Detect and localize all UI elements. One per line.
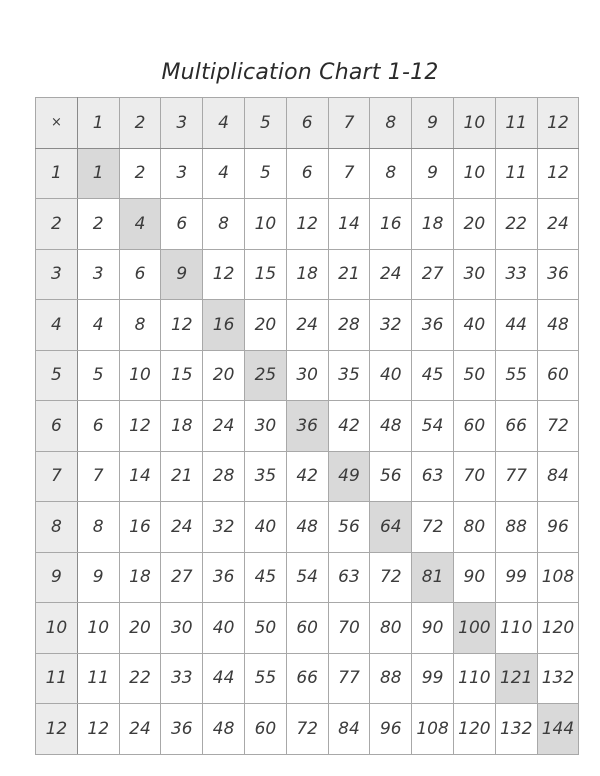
product-cell: 28 xyxy=(203,451,245,502)
product-cell: 15 xyxy=(244,249,286,300)
row-header-9: 9 xyxy=(36,552,78,603)
product-cell: 7 xyxy=(328,148,370,199)
product-cell: 10 xyxy=(453,148,495,199)
product-cell: 55 xyxy=(495,350,537,401)
product-cell: 40 xyxy=(244,502,286,553)
diagonal-cell: 121 xyxy=(495,653,537,704)
product-cell: 12 xyxy=(203,249,245,300)
product-cell: 7 xyxy=(77,451,119,502)
table-row xyxy=(36,148,579,199)
product-cell: 6 xyxy=(119,249,161,300)
product-cell: 63 xyxy=(412,451,454,502)
diagonal-cell: 25 xyxy=(244,350,286,401)
table-row xyxy=(36,552,579,603)
product-cell: 21 xyxy=(161,451,203,502)
column-header-3: 3 xyxy=(161,98,203,149)
product-cell: 108 xyxy=(537,552,579,603)
product-cell: 5 xyxy=(244,148,286,199)
column-header-12: 12 xyxy=(537,98,579,149)
row-header-7: 7 xyxy=(36,451,78,502)
product-cell: 66 xyxy=(286,653,328,704)
product-cell: 11 xyxy=(77,653,119,704)
product-cell: 27 xyxy=(412,249,454,300)
diagonal-cell: 100 xyxy=(453,603,495,654)
column-header-11: 11 xyxy=(495,98,537,149)
product-cell: 8 xyxy=(370,148,412,199)
table-row xyxy=(36,704,579,755)
product-cell: 36 xyxy=(537,249,579,300)
diagonal-cell: 4 xyxy=(119,199,161,250)
product-cell: 108 xyxy=(412,704,454,755)
product-cell: 16 xyxy=(119,502,161,553)
product-cell: 24 xyxy=(119,704,161,755)
product-cell: 45 xyxy=(412,350,454,401)
product-cell: 45 xyxy=(244,552,286,603)
product-cell: 27 xyxy=(161,552,203,603)
product-cell: 2 xyxy=(119,148,161,199)
diagonal-cell: 16 xyxy=(203,300,245,351)
product-cell: 24 xyxy=(537,199,579,250)
column-header-4: 4 xyxy=(203,98,245,149)
product-cell: 30 xyxy=(161,603,203,654)
product-cell: 66 xyxy=(495,401,537,452)
product-cell: 10 xyxy=(77,603,119,654)
product-cell: 72 xyxy=(370,552,412,603)
product-cell: 77 xyxy=(328,653,370,704)
product-cell: 18 xyxy=(119,552,161,603)
product-cell: 18 xyxy=(412,199,454,250)
product-cell: 11 xyxy=(495,148,537,199)
product-cell: 20 xyxy=(453,199,495,250)
column-header-5: 5 xyxy=(244,98,286,149)
row-header-3: 3 xyxy=(36,249,78,300)
corner-times-symbol: × xyxy=(36,98,78,149)
column-header-9: 9 xyxy=(412,98,454,149)
product-cell: 14 xyxy=(119,451,161,502)
product-cell: 54 xyxy=(286,552,328,603)
product-cell: 20 xyxy=(119,603,161,654)
product-cell: 40 xyxy=(370,350,412,401)
product-cell: 9 xyxy=(77,552,119,603)
product-cell: 110 xyxy=(453,653,495,704)
product-cell: 8 xyxy=(119,300,161,351)
product-cell: 22 xyxy=(495,199,537,250)
product-cell: 30 xyxy=(286,350,328,401)
product-cell: 14 xyxy=(328,199,370,250)
table-row xyxy=(36,199,579,250)
product-cell: 54 xyxy=(412,401,454,452)
product-cell: 60 xyxy=(453,401,495,452)
page-title: Multiplication Chart 1-12 xyxy=(161,60,439,85)
table-row xyxy=(36,603,579,654)
product-cell: 44 xyxy=(203,653,245,704)
product-cell: 10 xyxy=(119,350,161,401)
product-cell: 80 xyxy=(453,502,495,553)
product-cell: 35 xyxy=(244,451,286,502)
product-cell: 21 xyxy=(328,249,370,300)
product-cell: 120 xyxy=(453,704,495,755)
product-cell: 20 xyxy=(203,350,245,401)
product-cell: 22 xyxy=(119,653,161,704)
product-cell: 84 xyxy=(537,451,579,502)
product-cell: 80 xyxy=(370,603,412,654)
diagonal-cell: 36 xyxy=(286,401,328,452)
multiplication-table xyxy=(35,97,579,755)
product-cell: 5 xyxy=(77,350,119,401)
product-cell: 24 xyxy=(370,249,412,300)
product-cell: 132 xyxy=(495,704,537,755)
product-cell: 18 xyxy=(161,401,203,452)
product-cell: 56 xyxy=(370,451,412,502)
product-cell: 84 xyxy=(328,704,370,755)
column-header-2: 2 xyxy=(119,98,161,149)
diagonal-cell: 49 xyxy=(328,451,370,502)
row-header-11: 11 xyxy=(36,653,78,704)
product-cell: 120 xyxy=(537,603,579,654)
product-cell: 77 xyxy=(495,451,537,502)
row-header-1: 1 xyxy=(36,148,78,199)
product-cell: 110 xyxy=(495,603,537,654)
diagonal-cell: 64 xyxy=(370,502,412,553)
row-header-5: 5 xyxy=(36,350,78,401)
product-cell: 6 xyxy=(286,148,328,199)
row-header-2: 2 xyxy=(36,199,78,250)
product-cell: 72 xyxy=(286,704,328,755)
product-cell: 33 xyxy=(495,249,537,300)
diagonal-cell: 81 xyxy=(412,552,454,603)
diagonal-cell: 1 xyxy=(77,148,119,199)
product-cell: 36 xyxy=(203,552,245,603)
product-cell: 24 xyxy=(203,401,245,452)
product-cell: 99 xyxy=(495,552,537,603)
product-cell: 90 xyxy=(453,552,495,603)
product-cell: 42 xyxy=(328,401,370,452)
column-header-1: 1 xyxy=(77,98,119,149)
product-cell: 48 xyxy=(537,300,579,351)
table-row xyxy=(36,249,579,300)
product-cell: 15 xyxy=(161,350,203,401)
product-cell: 96 xyxy=(537,502,579,553)
product-cell: 36 xyxy=(161,704,203,755)
diagonal-cell: 9 xyxy=(161,249,203,300)
product-cell: 36 xyxy=(412,300,454,351)
table-row xyxy=(36,300,579,351)
product-cell: 96 xyxy=(370,704,412,755)
product-cell: 72 xyxy=(412,502,454,553)
product-cell: 10 xyxy=(244,199,286,250)
product-cell: 3 xyxy=(161,148,203,199)
product-cell: 28 xyxy=(328,300,370,351)
product-cell: 72 xyxy=(537,401,579,452)
product-cell: 9 xyxy=(412,148,454,199)
product-cell: 12 xyxy=(537,148,579,199)
product-cell: 56 xyxy=(328,502,370,553)
diagonal-cell: 144 xyxy=(537,704,579,755)
column-header-6: 6 xyxy=(286,98,328,149)
product-cell: 18 xyxy=(286,249,328,300)
product-cell: 40 xyxy=(453,300,495,351)
product-cell: 24 xyxy=(161,502,203,553)
column-header-7: 7 xyxy=(328,98,370,149)
product-cell: 20 xyxy=(244,300,286,351)
product-cell: 2 xyxy=(77,199,119,250)
product-cell: 50 xyxy=(244,603,286,654)
row-header-10: 10 xyxy=(36,603,78,654)
table-row xyxy=(36,350,579,401)
column-header-10: 10 xyxy=(453,98,495,149)
product-cell: 50 xyxy=(453,350,495,401)
product-cell: 4 xyxy=(203,148,245,199)
product-cell: 88 xyxy=(370,653,412,704)
table-row xyxy=(36,451,579,502)
table-row xyxy=(36,653,579,704)
column-header-8: 8 xyxy=(370,98,412,149)
product-cell: 12 xyxy=(161,300,203,351)
product-cell: 48 xyxy=(286,502,328,553)
product-cell: 6 xyxy=(77,401,119,452)
header-row xyxy=(36,98,579,149)
product-cell: 12 xyxy=(286,199,328,250)
product-cell: 35 xyxy=(328,350,370,401)
product-cell: 12 xyxy=(119,401,161,452)
product-cell: 90 xyxy=(412,603,454,654)
product-cell: 40 xyxy=(203,603,245,654)
row-header-12: 12 xyxy=(36,704,78,755)
product-cell: 3 xyxy=(77,249,119,300)
product-cell: 55 xyxy=(244,653,286,704)
product-cell: 32 xyxy=(203,502,245,553)
table-row xyxy=(36,401,579,452)
product-cell: 16 xyxy=(370,199,412,250)
product-cell: 99 xyxy=(412,653,454,704)
product-cell: 60 xyxy=(537,350,579,401)
product-cell: 60 xyxy=(286,603,328,654)
product-cell: 132 xyxy=(537,653,579,704)
row-header-8: 8 xyxy=(36,502,78,553)
product-cell: 70 xyxy=(328,603,370,654)
product-cell: 48 xyxy=(203,704,245,755)
product-cell: 30 xyxy=(453,249,495,300)
row-header-6: 6 xyxy=(36,401,78,452)
product-cell: 8 xyxy=(77,502,119,553)
product-cell: 12 xyxy=(77,704,119,755)
product-cell: 4 xyxy=(77,300,119,351)
product-cell: 44 xyxy=(495,300,537,351)
product-cell: 6 xyxy=(161,199,203,250)
product-cell: 60 xyxy=(244,704,286,755)
product-cell: 48 xyxy=(370,401,412,452)
product-cell: 8 xyxy=(203,199,245,250)
product-cell: 88 xyxy=(495,502,537,553)
product-cell: 30 xyxy=(244,401,286,452)
product-cell: 32 xyxy=(370,300,412,351)
product-cell: 63 xyxy=(328,552,370,603)
product-cell: 42 xyxy=(286,451,328,502)
table-row xyxy=(36,502,579,553)
product-cell: 70 xyxy=(453,451,495,502)
row-header-4: 4 xyxy=(36,300,78,351)
product-cell: 24 xyxy=(286,300,328,351)
product-cell: 33 xyxy=(161,653,203,704)
